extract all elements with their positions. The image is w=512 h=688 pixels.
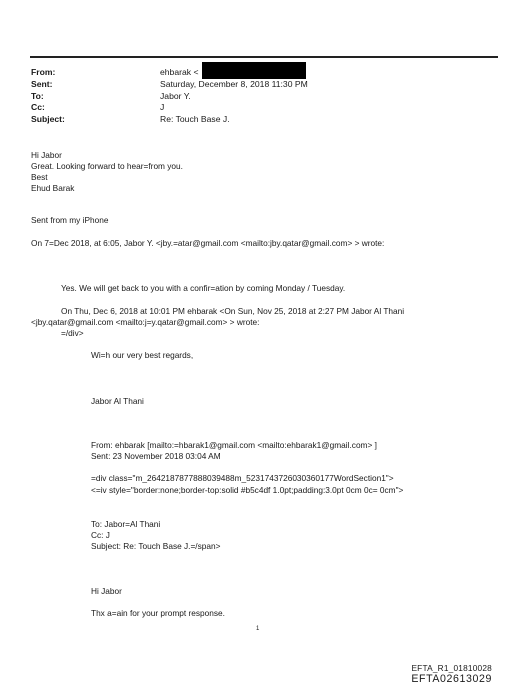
html-residue-line: =div class="m_2642187877888039488m_5231743726030360177WordSection1">: [91, 473, 394, 483]
forward-subject: Subject: Re: Touch Base J.=/span>: [91, 541, 221, 551]
cc-value: J: [160, 102, 165, 112]
subject-label: Subject:: [31, 114, 65, 124]
from-value: ehbarak <: [160, 67, 199, 77]
from-label: From:: [31, 67, 56, 77]
bates-code-large: EFTA02613029: [411, 673, 492, 685]
forward-cc: Cc: J: [91, 530, 110, 540]
subject-value: Re: Touch Base J.: [160, 114, 230, 124]
redaction-block: [202, 62, 306, 79]
forward-from: From: ehbarak [mailto:=hbarak1@gmail.com <mailto:ehbarak1@gmail.com> ]: [91, 440, 377, 450]
thanks-line: Thx a=ain for your prompt response.: [91, 608, 225, 618]
cc-label: Cc:: [31, 102, 45, 112]
greeting-2: Hi Jabor: [91, 586, 122, 596]
body-line: Best: [31, 172, 48, 182]
quote-intro: On 7=Dec 2018, at 6:05, Jabor Y. <jby.=atar@gmail.com <mailto:jby.qatar@gmail.com> > wrote:: [31, 238, 385, 248]
bates-code-small: EFTA_R1_01810028: [411, 663, 492, 673]
header-rule: [30, 56, 498, 58]
sent-label: Sent:: [31, 79, 53, 89]
forward-to: To: Jabor=Al Thani: [91, 519, 161, 529]
to-value: Jabor Y.: [160, 91, 191, 101]
sent-value: Saturday, December 8, 2018 11:30 PM: [160, 79, 308, 89]
regards-line: Wi=h our very best regards,: [91, 350, 194, 360]
greeting: Hi Jabor: [31, 150, 62, 160]
page-number: 1: [256, 626, 260, 632]
signature: Jabor Al Thani: [91, 396, 144, 406]
quote-line: On Thu, Dec 6, 2018 at 10:01 PM ehbarak <On Sun, Nov 25, 2018 at 2:27 PM Jabor Al Thani: [61, 306, 405, 316]
body-line: Great. Looking forward to hear=from you.: [31, 161, 183, 171]
quote-line: =/div>: [61, 328, 84, 338]
forward-sent: Sent: 23 November 2018 03:04 AM: [91, 451, 221, 461]
reply-line: Yes. We will get back to you with a confir=ation by coming Monday / Tuesday.: [61, 283, 346, 293]
quote-line: <jby.qatar@gmail.com <mailto:j=y.qatar@gmail.com> > wrote:: [31, 317, 260, 327]
to-label: To:: [31, 91, 44, 101]
html-residue-line: <=iv style="border:none;border-top:solid #b5c4df 1.0pt;padding:3.0pt 0cm 0c= 0cm">: [91, 485, 404, 495]
body-line: Ehud Barak: [31, 183, 75, 193]
sent-from-note: Sent from my iPhone: [31, 215, 109, 225]
